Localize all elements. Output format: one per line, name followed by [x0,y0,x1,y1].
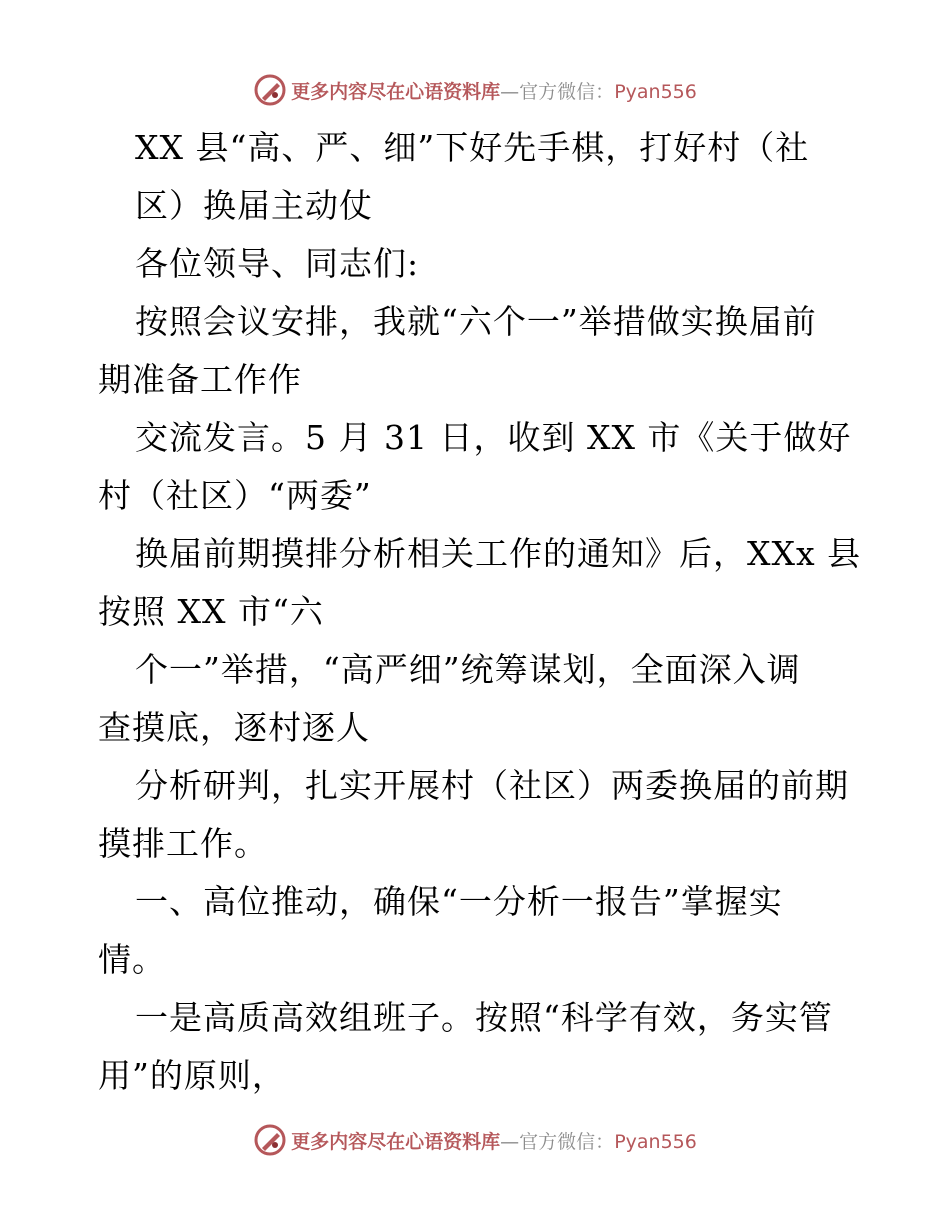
section-heading-line: 一、高位推动，确保“一分析一报告”掌握实 [135,882,783,921]
watermark-brand: 更多内容尽在心语资料库 [291,1130,501,1153]
watermark-wechat-id: Pyan556 [614,1130,697,1153]
salutation: 各位领导、同志们: [135,244,420,283]
document-title-line-1: XX 县“高、严、细”下好先手棋，打好村（社 [135,128,810,167]
watermark-separator: — [500,1130,520,1153]
watermark-wechat-label: 官方微信： [519,80,615,103]
paragraph-line: 分析研判，扎实开展村（社区）两委换届的前期 [135,766,849,805]
header-watermark [0,70,950,110]
paragraph-line: 期准备工作作 [98,360,302,399]
paragraph-line: 按照会议安排，我就“六个一”举措做实换届前 [135,302,817,341]
watermark-wechat-id: Pyan556 [614,80,697,103]
section-heading-line: 情。 [98,940,166,979]
watermark-text [291,1127,697,1154]
paragraph-line: 用”的原则， [98,1056,286,1095]
watermark-wechat-label: 官方微信： [519,1130,615,1153]
watermark-text [291,77,697,104]
document-title-line-2: 区）换届主动仗 [135,186,373,225]
paragraph-line: 交流发言。5 月 31 日，收到 XX 市《关于做好 [135,418,852,457]
footer-watermark [0,1120,950,1160]
paragraph-line: 一是高质高效组班子。按照“科学有效，务实管 [135,998,833,1037]
paragraph-line: 个一”举措，“高严细”统筹谋划，全面深入调 [135,650,801,689]
watermark-brand: 更多内容尽在心语资料库 [291,80,501,103]
paragraph-line: 查摸底，逐村逐人 [98,708,370,747]
paragraph-line: 摸排工作。 [98,824,268,863]
watermark-separator: — [500,80,520,103]
paragraph-line: 换届前期摸排分析相关工作的通知》后，XXx 县 [135,534,862,573]
pen-seal-icon [253,1123,287,1157]
paragraph-line: 村（社区）“两委” [98,476,372,515]
paragraph-line: 按照 XX 市“六 [98,592,324,631]
pen-seal-icon [253,73,287,107]
